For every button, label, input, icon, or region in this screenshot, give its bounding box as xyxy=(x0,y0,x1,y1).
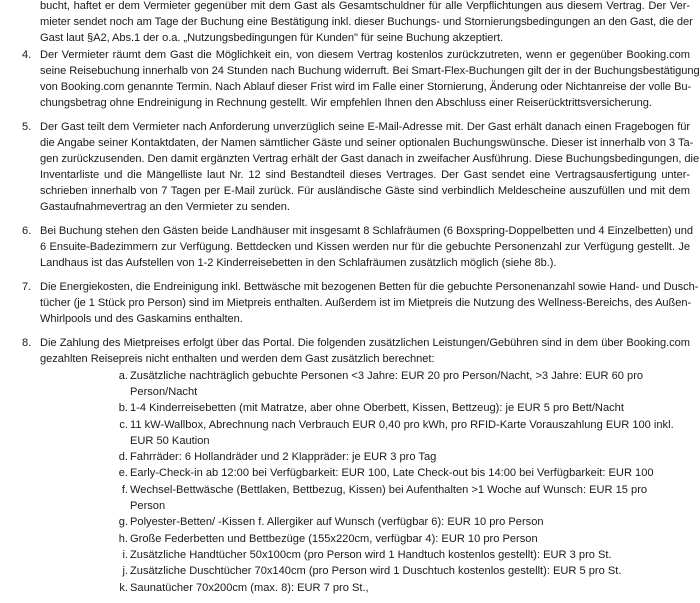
clause-7-marker: 7. xyxy=(22,280,32,293)
clause-8-marker: 8. xyxy=(22,336,32,349)
fee-polyester-bedding xyxy=(40,514,690,530)
clause-7-text xyxy=(40,279,699,327)
clause-6-text xyxy=(40,223,694,271)
clause-7 xyxy=(0,279,700,327)
clause-6 xyxy=(0,223,700,271)
fee-text: Zusätzliche nachträglich gebuchte Personen <3 Jahre: EUR 20 pro Person/Nacht, >3 Jahre: EUR 60 pro Person/Nacht xyxy=(130,369,644,398)
clause-4-marker: 4. xyxy=(22,49,32,61)
text-line: mieter sendet noch am Tage der Buchung eine Bestätigung inkl. dieser Buchungs- und Stornierungsbedingungen an den Gast, die der xyxy=(40,16,693,29)
text-line: Gastaufnahmevertrag an den Vermieter zu senden. xyxy=(40,201,290,214)
text-line: tücher (je 1 Stück pro Person) sind im Mietpreis enthalten. Außerdem ist im Mietpreis die Nutzung des Wellness-Bereichs, des Außen- xyxy=(40,296,692,309)
text-line: 6 Ensuite-Badezimmern zur Verfügung. Bettdecken und Kissen werden nur für die gebuchte Personenzahl zur Verfügung gestellt. Je xyxy=(40,241,690,254)
clause-5 xyxy=(0,119,700,216)
fee-marker: c. xyxy=(119,418,128,431)
fee-marker: b. xyxy=(118,402,128,415)
fee-extra-hand-towels xyxy=(40,547,690,563)
clause-8-text xyxy=(40,335,690,367)
fee-marker: j. xyxy=(122,565,128,578)
clause-5-text xyxy=(40,119,700,216)
text-line: seine Reisebuchung innerhalb von 24 Stunden nach Buchung widerruft. Bei Smart-Flex-Buchungen gilt der in der Buchungsbestätigung xyxy=(40,65,700,78)
fee-marker: i. xyxy=(122,548,128,561)
clause-4-text xyxy=(40,47,700,111)
text-line: Inventarliste und die Mängelliste laut Nr. 12 sind Bestandteil dieses Vertrages. Der Gast sendet eine Vertragsausfertigung unter- xyxy=(40,169,690,182)
fee-marker: d. xyxy=(118,451,128,464)
fee-wallbox xyxy=(40,417,690,450)
fee-text: Early-Check-in ab 12:00 bei Verfügbarkeit: EUR 100, Late Check-out bis 14:00 bei Verfügbarkeit: EUR 100 xyxy=(130,467,654,480)
text-line: schrieben innerhalb von 7 Tagen per E-Mail zurück. Für ausländische Gäste sind verbindlich Meldescheine auszufüllen und mit dem xyxy=(40,185,690,198)
fee-text: Fahrräder: 6 Hollandräder und 2 Klappräder: je EUR 3 pro Tag xyxy=(130,451,437,464)
clause-6-marker: 6. xyxy=(22,224,32,237)
clause-3-continuation-text xyxy=(40,0,693,46)
fee-marker: e. xyxy=(118,467,128,480)
fee-text: Wechsel-Bettwäsche (Bettlaken, Bettbezug, Kissen) bei Aufenthalten >1 Woche auf Wunsch: EUR 15 pro Person xyxy=(130,483,648,513)
fee-early-checkin-late-checkout xyxy=(40,465,690,481)
fee-bicycles xyxy=(40,449,690,465)
text-line: gezahlten Reisepreis nicht enthalten und werden dem Gast zusätzlich berechnet: xyxy=(40,352,435,365)
text-line: von Booking.com genannte Termin. Nach Ablauf dieser Frist wird im Falle einer Stornierung, Änderung oder Nichtanreise der volle Bu- xyxy=(40,81,692,94)
fee-text: Saunatücher 70x200cm (max. 8): EUR 7 pro St., xyxy=(130,581,369,594)
clause-3-continuation xyxy=(40,0,693,46)
text-line: chungsbetrag ohne Endreinigung in Rechnung gestellt. Wir empfehlen Ihnen den Abschluss einer Reiserücktrittsversicherung. xyxy=(40,97,652,110)
text-line: bucht, haftet er dem Vermieter gegenüber mit dem Gast als Gesamtschuldner für alle Verpflichtungen aus diesem Vertrag. Der Ver- xyxy=(40,0,690,12)
text-line: Bei Buchung stehen den Gästen beide Landhäuser mit insgesamt 8 Schlafräumen (6 Boxspring-Doppelbetten und 4 Einzelbetten) und xyxy=(40,224,694,237)
text-line: Landhaus ist das Aufstellen von 1-2 Kinderreisebetten in den Schlafräumen zusätzlich möglich (siehe 8b.). xyxy=(40,257,557,270)
fee-text: Zusätzliche Duschtücher 70x140cm (pro Person wird 1 Duschtuch kostenlos gestellt): EUR 5 pro St. xyxy=(130,565,622,578)
fee-childrens-travel-cots xyxy=(40,400,690,416)
text-line: Die Zahlung des Mietpreises erfolgt über das Portal. Die folgenden zusätzlichen Leistungen/Gebühren sind in dem über Booking.com xyxy=(40,336,690,349)
numbered-clause-list xyxy=(0,47,700,603)
clause-8 xyxy=(0,335,700,596)
text-line: Whirlpools und des Gaskamins enthalten. xyxy=(40,312,243,325)
fee-sauna-towels xyxy=(40,580,690,596)
fee-large-duvets xyxy=(40,531,690,547)
fee-text: Polyester-Betten/ -Kissen f. Allergiker auf Wunsch (verfügbar 6): EUR 10 pro Person xyxy=(130,516,544,529)
fee-text: 1-4 Kinderreisebetten (mit Matratze, aber ohne Oberbett, Kissen, Bettzeug): je EUR 5 pro Bett/Nacht xyxy=(130,402,624,415)
text-line: Gast laut §A2, Abs.1 der o.a. „Nutzungsbedingungen für Kunden" für seine Buchung akzeptiert. xyxy=(40,32,504,45)
clause-4 xyxy=(0,47,700,111)
fee-marker: g. xyxy=(118,516,128,529)
text-line: Der Gast teilt dem Vermieter nach Anforderung unverzüglich seine E-Mail-Adresse mit. Der Gast erhält danach einen Fragebogen für xyxy=(40,120,690,133)
fee-extra-shower-towels xyxy=(40,563,690,579)
fee-text: Zusätzliche Handtücher 50x100cm (pro Person wird 1 Handtuch kostenlos gestellt): EUR 3 pro St. xyxy=(130,548,612,561)
text-line: die Angabe seiner Kontaktdaten, der Namen sämtlicher Gäste und seiner optionalen Buchungswünsche. Dieser ist innerhalb von 3 Ta- xyxy=(40,136,694,149)
fee-linen-change xyxy=(40,482,690,515)
fee-text: Große Federbetten und Bettbezüge (155x220cm, verfügbar 4): EUR 10 pro Person xyxy=(130,532,538,545)
text-line: Die Energiekosten, die Endreinigung inkl. Bettwäsche mit bezogenen Betten für die gebuchte Personenanzahl sowie Hand- und Dusch- xyxy=(40,280,699,293)
fee-marker: k. xyxy=(119,581,128,594)
text-line: gen zurückzusenden. Den damit ergänzten Vertrag erhält der Gast danach in zweifacher Ausführung. Diese Buchungsbedingungen, die xyxy=(40,153,700,166)
fee-additional-persons xyxy=(40,368,690,401)
fee-sublist xyxy=(40,368,690,596)
fee-marker: f. xyxy=(121,483,128,496)
clause-5-marker: 5. xyxy=(22,120,32,133)
fee-marker: a. xyxy=(118,369,128,382)
text-line: Der Vermieter räumt dem Gast die Möglichkeit ein, von diesem Vertrag kostenlos zurückzutreten, wenn er gegenüber Booking.com xyxy=(40,49,690,61)
fee-text: 11 kW-Wallbox, Abrechnung nach Verbrauch EUR 0,40 pro kWh, pro RFID-Karte Vorauszahlung EUR 100 inkl. EUR 50 Kaution xyxy=(130,418,674,447)
fee-marker: h. xyxy=(118,532,128,545)
